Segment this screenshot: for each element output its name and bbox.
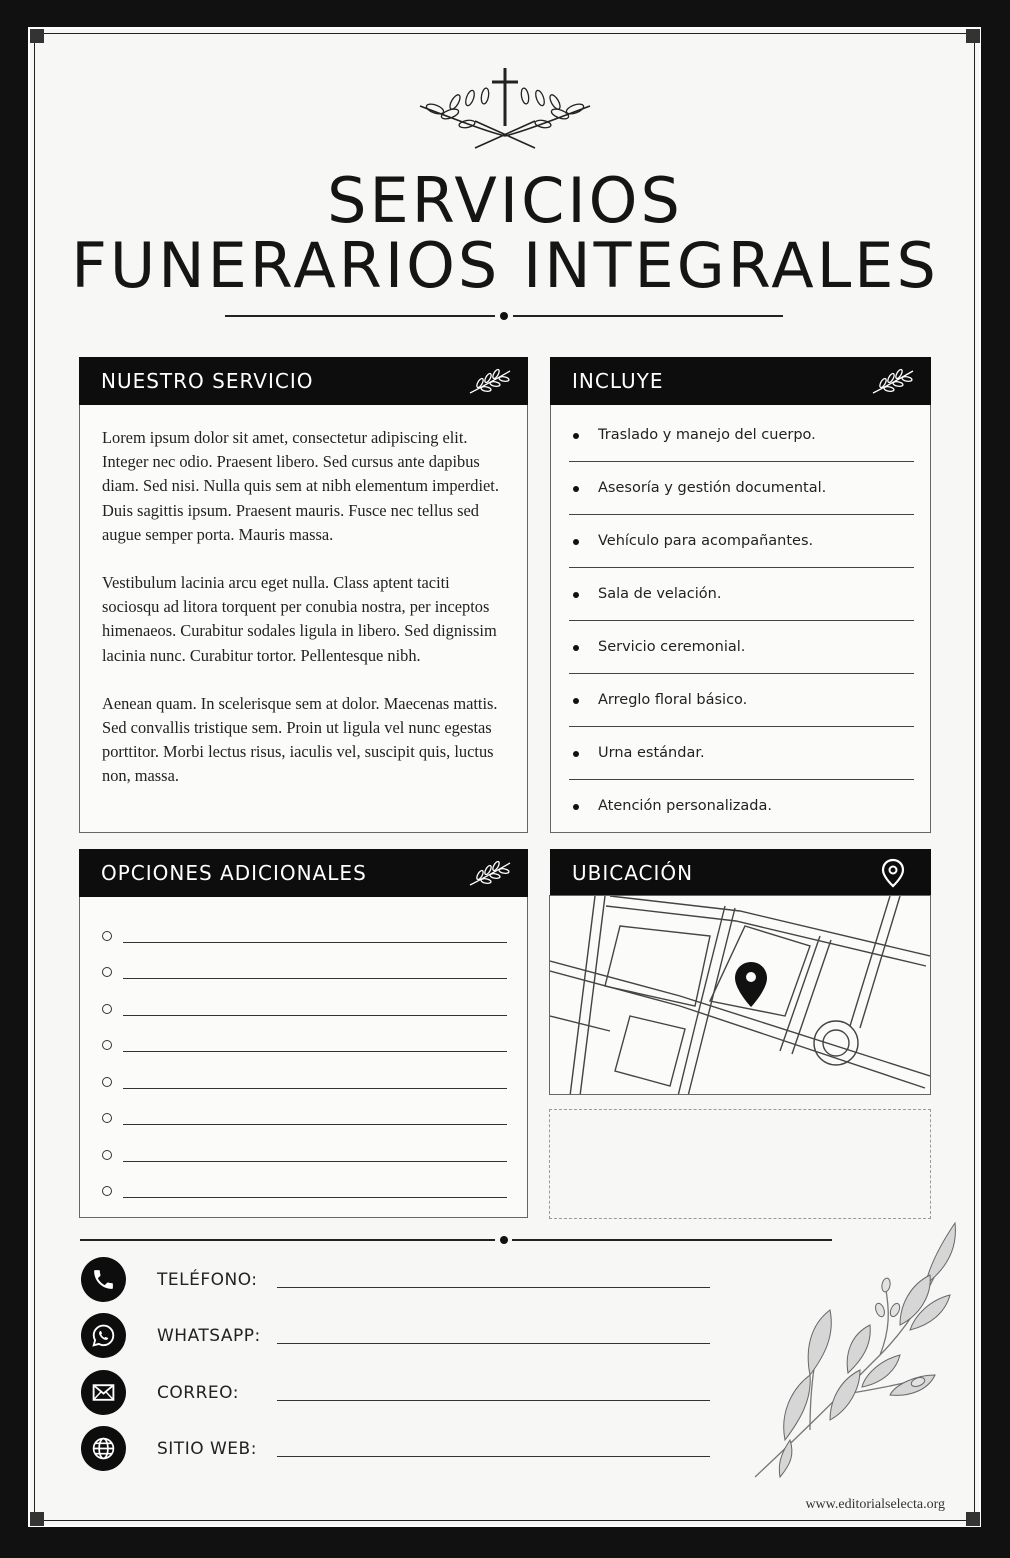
- option-line[interactable]: [102, 1183, 507, 1203]
- incluye-header: [550, 357, 931, 405]
- whatsapp-icon: [81, 1313, 126, 1358]
- paragraph: Aenean quam. In scelerisque sem at dolor. Maecenas mattis. Sed convallis tristique sem. Proin ut ligula vel nunc egestas porttitor. Morbi lectus risus, iaculis vel, suscipit quis, luctus non, massa.: [102, 693, 498, 786]
- radio-circle-icon[interactable]: [102, 1150, 112, 1160]
- title-divider-left: [225, 315, 495, 317]
- cross-laurel-icon: [415, 66, 595, 158]
- map-pin-icon: [881, 858, 905, 888]
- list-item: Vehículo para acompañantes.: [569, 515, 914, 568]
- ubicacion-header: [550, 849, 931, 897]
- phone-icon: [81, 1257, 126, 1302]
- option-line[interactable]: [102, 1074, 507, 1094]
- bottom-divider-left: [80, 1239, 495, 1241]
- corner-ornament: [30, 29, 44, 43]
- title-divider-dot: [500, 312, 508, 320]
- paragraph: Vestibulum lacinia arcu eget nulla. Class aptent taciti sociosqu ad litora torquent per conubia nostra, per inceptos himenaeos. Curabitur sodales ligula in libero. Sed dignissim lacinia nunc. Curabitur tortor. Pellentesque nibh.: [102, 573, 497, 665]
- bottom-divider-dot: [500, 1236, 508, 1244]
- contact-sitio-web: [81, 1426, 721, 1472]
- corner-ornament: [30, 1512, 44, 1526]
- list-item: Sala de velación.: [569, 568, 914, 621]
- sitio-web-field[interactable]: [277, 1456, 710, 1457]
- option-line[interactable]: [102, 928, 507, 948]
- incluye-panel: [550, 357, 931, 833]
- contact-telefono: [81, 1257, 721, 1303]
- leaf-sprig-icon: [466, 857, 514, 889]
- location-notes-box[interactable]: [549, 1109, 931, 1219]
- contact-correo: [81, 1370, 721, 1416]
- radio-circle-icon[interactable]: [102, 1113, 112, 1123]
- bullet-icon: [573, 486, 579, 492]
- list-item: Traslado y manejo del cuerpo.: [569, 409, 914, 462]
- bullet-icon: [573, 592, 579, 598]
- radio-circle-icon[interactable]: [102, 967, 112, 977]
- leaf-branch-icon: [750, 1215, 965, 1485]
- list-item: Servicio ceremonial.: [569, 621, 914, 674]
- bullet-icon: [573, 698, 579, 704]
- nuestro-servicio-panel: [79, 357, 528, 833]
- bullet-icon: [573, 804, 579, 810]
- whatsapp-field[interactable]: [277, 1343, 710, 1344]
- telefono-field[interactable]: [277, 1287, 710, 1288]
- radio-circle-icon[interactable]: [102, 1077, 112, 1087]
- nuestro-servicio-heading: NUESTRO SERVICIO: [101, 369, 314, 393]
- ubicacion-panel: [550, 849, 931, 897]
- paragraph: Lorem ipsum dolor sit amet, consectetur adipiscing elit. Integer nec odio. Praesent libero. Sed cursus ante dapibus diam. Sed nisi. Nulla quis sem at nibh elementum imperdiet. Duis sagittis ipsum. Praesent mauris. Fusce nec tellus sed augue semper porta. Mauris massa.: [102, 428, 499, 544]
- bullet-icon: [573, 539, 579, 545]
- option-line[interactable]: [102, 1001, 507, 1021]
- bullet-icon: [573, 433, 579, 439]
- leaf-sprig-icon: [466, 365, 514, 397]
- option-line[interactable]: [102, 964, 507, 984]
- ubicacion-heading: UBICACIÓN: [572, 861, 694, 885]
- envelope-icon: [81, 1370, 126, 1415]
- bullet-icon: [573, 645, 579, 651]
- incluye-heading: INCLUYE: [572, 369, 664, 393]
- correo-field[interactable]: [277, 1400, 710, 1401]
- radio-circle-icon[interactable]: [102, 1004, 112, 1014]
- corner-ornament: [966, 29, 980, 43]
- title-divider-right: [513, 315, 783, 317]
- leaf-sprig-icon: [869, 365, 917, 397]
- corner-ornament: [966, 1512, 980, 1526]
- telefono-label: TELÉFONO:: [157, 1270, 258, 1290]
- list-item: Asesoría y gestión documental.: [569, 462, 914, 515]
- radio-circle-icon[interactable]: [102, 1186, 112, 1196]
- title-line-1: SERVICIOS: [327, 164, 683, 237]
- whatsapp-label: WHATSAPP:: [157, 1326, 261, 1346]
- website-url[interactable]: www.editorialselecta.org: [805, 1497, 945, 1512]
- option-line[interactable]: [102, 1147, 507, 1167]
- title-line-2: FUNERARIOS INTEGRALES: [71, 229, 939, 302]
- list-item: Urna estándar.: [569, 727, 914, 780]
- list-item: Arreglo floral básico.: [569, 674, 914, 727]
- list-item: Atención personalizada.: [569, 780, 914, 833]
- bullet-icon: [573, 751, 579, 757]
- opciones-adicionales-header: [79, 849, 528, 897]
- nuestro-servicio-text: [102, 426, 507, 813]
- option-line[interactable]: [102, 1110, 507, 1130]
- sitio-web-label: SITIO WEB:: [157, 1439, 257, 1459]
- location-map[interactable]: [549, 895, 931, 1095]
- correo-label: CORREO:: [157, 1383, 239, 1403]
- radio-circle-icon[interactable]: [102, 1040, 112, 1050]
- globe-icon: [81, 1426, 126, 1471]
- contact-whatsapp: [81, 1313, 721, 1359]
- opciones-adicionales-panel: [79, 849, 528, 1218]
- opciones-adicionales-heading: OPCIONES ADICIONALES: [101, 861, 367, 885]
- option-line[interactable]: [102, 1037, 507, 1057]
- nuestro-servicio-header: [79, 357, 528, 405]
- street-map: [550, 896, 931, 1095]
- radio-circle-icon[interactable]: [102, 931, 112, 941]
